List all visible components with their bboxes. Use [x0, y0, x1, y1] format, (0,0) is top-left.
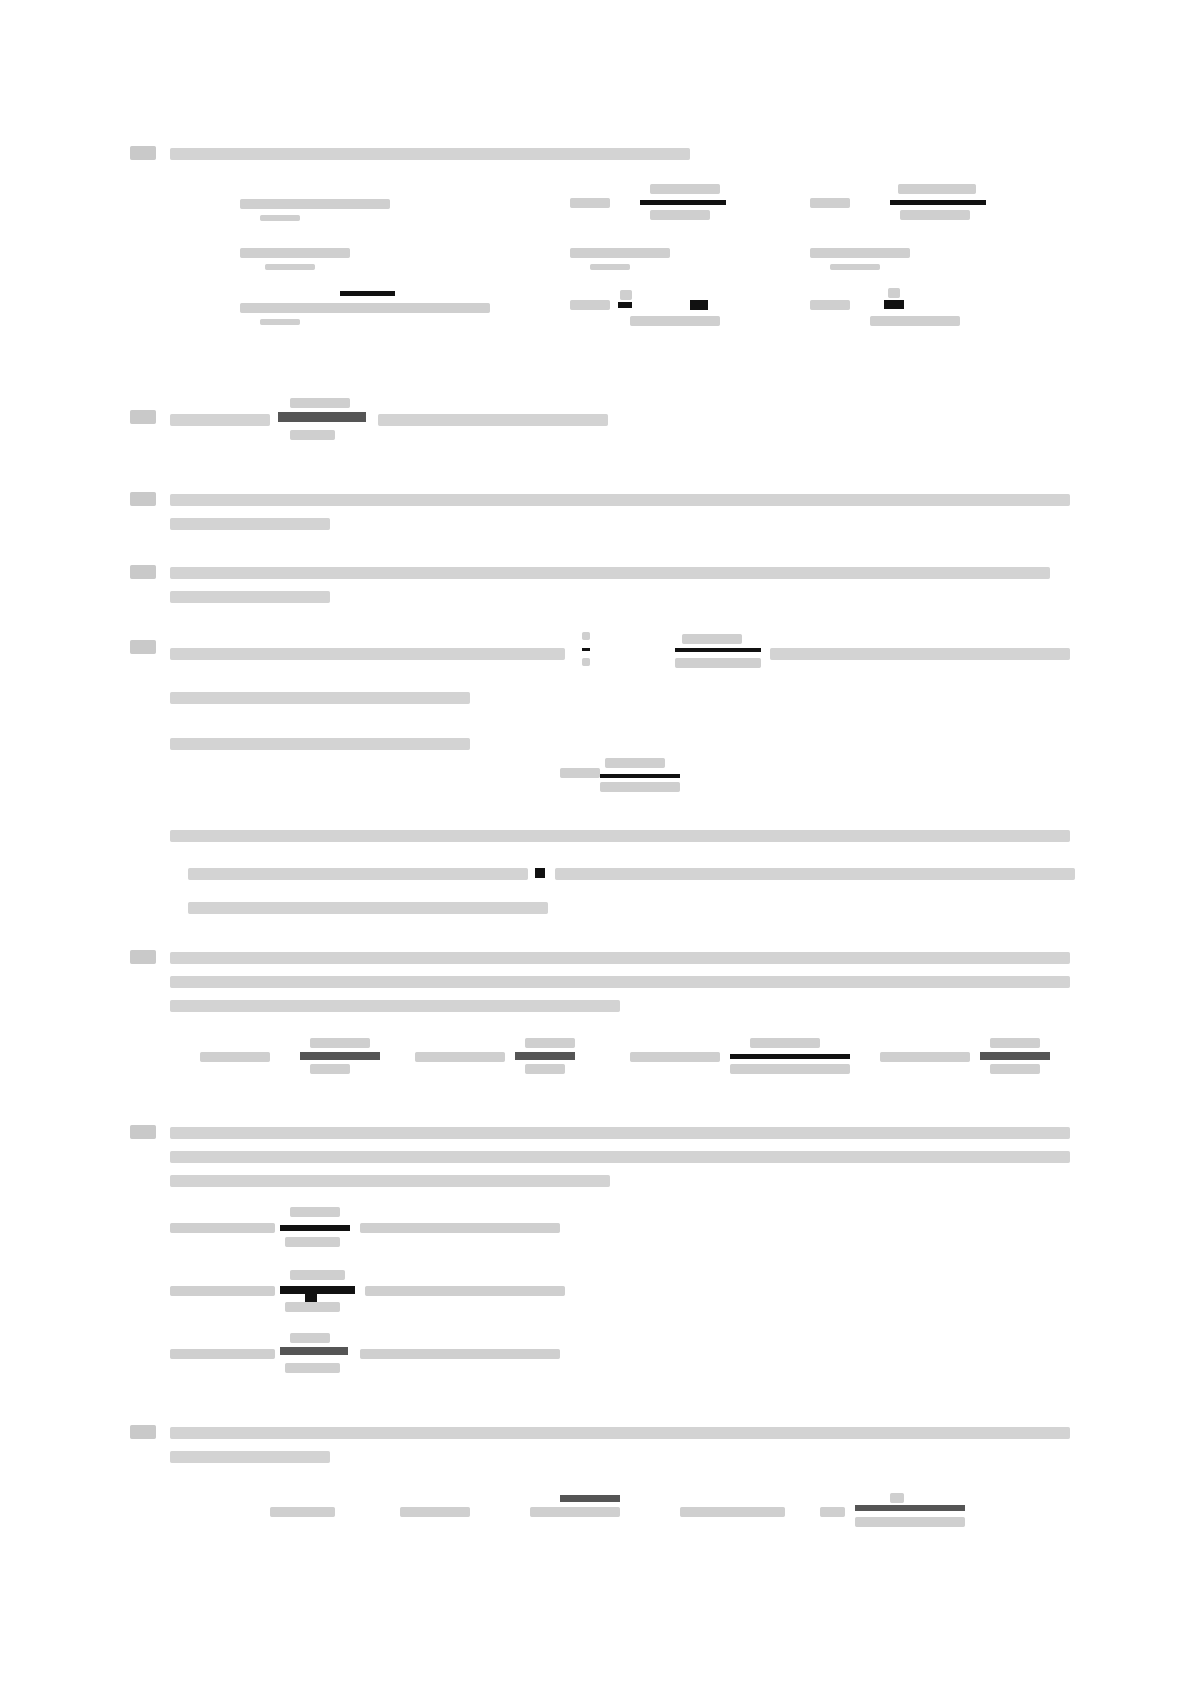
- function-e: [820, 1491, 970, 1531]
- expression-d: [240, 246, 360, 286]
- expression-i: [810, 286, 1010, 326]
- function-a: [270, 1507, 335, 1517]
- expression-f: [810, 246, 930, 286]
- exercise-3: [130, 492, 1080, 532]
- exercise-1: [130, 146, 1080, 346]
- exercise-statement: [170, 494, 1070, 506]
- exercise-2: [130, 410, 1080, 450]
- exercise-number: [130, 950, 156, 964]
- function-a: [200, 1038, 400, 1078]
- expression-g: [240, 291, 510, 331]
- exercise-6: [130, 950, 1080, 1100]
- exercise-statement: [170, 414, 270, 426]
- exercise-number: [130, 640, 156, 654]
- function-c: [530, 1489, 650, 1529]
- exercise-number: [130, 146, 156, 160]
- item-b: [170, 830, 1070, 842]
- exercise-number: [130, 492, 156, 506]
- exercise-8: [130, 1425, 1080, 1545]
- function-b: [400, 1507, 470, 1517]
- function-d: [680, 1507, 785, 1517]
- exercise-statement: [170, 952, 1070, 964]
- exercise-statement: [170, 648, 565, 660]
- exercise-number: [130, 1125, 156, 1139]
- exercise-statement: [170, 567, 1050, 579]
- expression-c: [810, 184, 990, 224]
- expression-b: [570, 184, 740, 224]
- exercise-4: [130, 565, 1080, 605]
- exercise-statement: [170, 1127, 1070, 1139]
- exercise-number: [130, 1425, 156, 1439]
- item-a: [170, 738, 470, 750]
- function-d: [880, 1038, 1060, 1078]
- item-b: [170, 1270, 570, 1310]
- expression-e: [570, 246, 690, 286]
- exercise-7: [130, 1125, 1080, 1405]
- expression-a: [240, 191, 410, 231]
- exercise-5: [130, 640, 1080, 910]
- function-b: [415, 1038, 595, 1078]
- exercise-statement: [170, 1427, 1070, 1439]
- item-c: [170, 1333, 570, 1373]
- exercise-number: [130, 410, 156, 424]
- exercise-number: [130, 565, 156, 579]
- limit-expression: [560, 768, 600, 778]
- expression-h: [570, 286, 770, 326]
- function-c: [630, 1038, 860, 1078]
- item-a: [170, 1207, 570, 1247]
- exercise-statement: [170, 148, 690, 160]
